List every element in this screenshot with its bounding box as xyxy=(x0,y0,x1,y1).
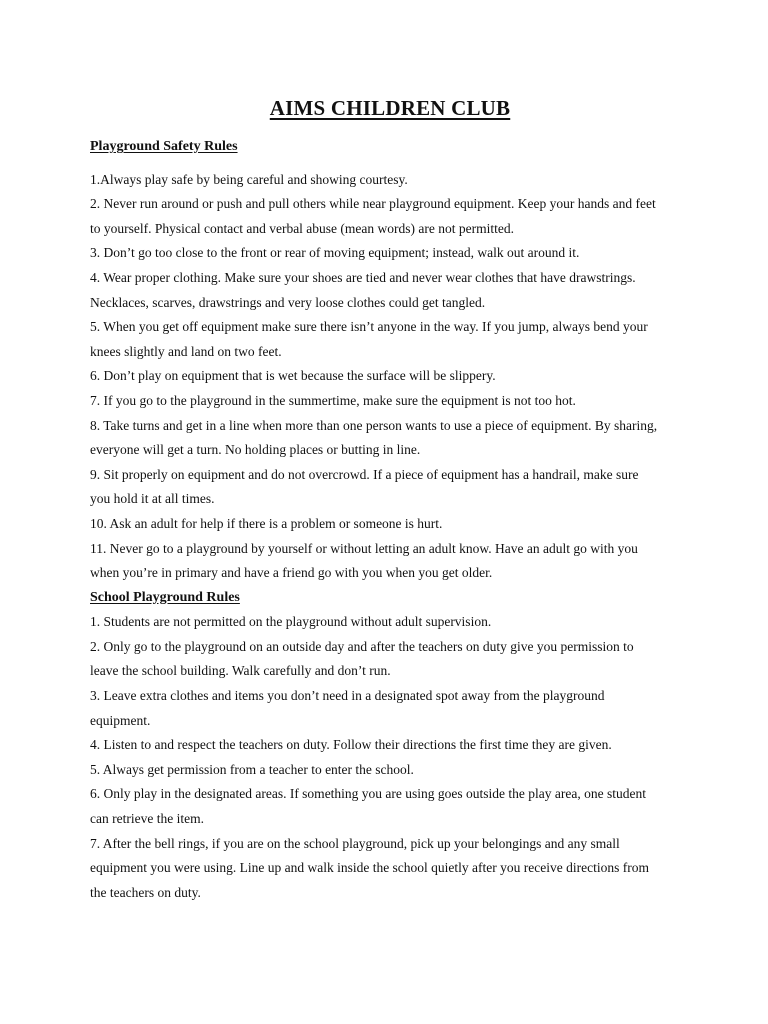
rule-line: everyone will get a turn. No holding places or butting in line. xyxy=(90,442,421,458)
rule-line: 7. After the bell rings, if you are on the school playground, pick up your belongings and any small xyxy=(90,835,620,851)
rule-line: 3. Don’t go too close to the front or rear of moving equipment; instead, walk out around it. xyxy=(90,245,580,261)
rule-line: 2. Only go to the playground on an outside day and after the teachers on duty give you permission to xyxy=(90,638,634,654)
school-playground-section xyxy=(90,586,690,906)
rule-item xyxy=(90,512,690,537)
rule-line: 4. Listen to and respect the teachers on duty. Follow their directions the first time they are given. xyxy=(90,737,612,753)
rule-item xyxy=(90,241,690,266)
rule-item xyxy=(90,684,690,733)
section-heading-school-playground: School Playground Rules xyxy=(90,589,240,605)
rule-line: 5. Always get permission from a teacher to enter the school. xyxy=(90,761,414,777)
rule-line: 1. Students are not permitted on the playground without adult supervision. xyxy=(90,614,492,630)
rule-line: 11. Never go to a playground by yourself or without letting an adult know. Have an adult go with you xyxy=(90,540,638,556)
rule-line: when you’re in primary and have a friend go with you when you get older. xyxy=(90,565,493,581)
rule-item xyxy=(90,782,690,831)
rule-item xyxy=(90,463,690,512)
rule-item xyxy=(90,733,690,758)
playground-safety-rules-list xyxy=(90,168,690,586)
rule-line: 1.Always play safe by being careful and showing courtesy. xyxy=(90,171,408,187)
rule-line: 8. Take turns and get in a line when more than one person wants to use a piece of equipment. By sharing, xyxy=(90,417,658,433)
rule-line: you hold it at all times. xyxy=(90,491,215,507)
rule-item xyxy=(90,364,690,389)
rule-item xyxy=(90,832,690,906)
rule-line: equipment. xyxy=(90,712,151,728)
rule-item xyxy=(90,758,690,783)
rule-line: 6. Don’t play on equipment that is wet because the surface will be slippery. xyxy=(90,368,496,384)
rule-item xyxy=(90,192,690,241)
rule-item xyxy=(90,266,690,315)
rule-item xyxy=(90,315,690,364)
rule-line: equipment you were using. Line up and walk inside the school quietly after you receive directions from xyxy=(90,860,649,876)
rule-line: 4. Wear proper clothing. Make sure your shoes are tied and never wear clothes that have drawstrings. xyxy=(90,269,636,285)
rule-line: 3. Leave extra clothes and items you don’t need in a designated spot away from the playground xyxy=(90,688,605,704)
rule-line: 10. Ask an adult for help if there is a problem or someone is hurt. xyxy=(90,515,443,531)
rule-item xyxy=(90,389,690,414)
rule-line: 5. When you get off equipment make sure there isn’t anyone in the way. If you jump, always bend your xyxy=(90,319,648,335)
rule-line: Necklaces, scarves, drawstrings and very loose clothes could get tangled. xyxy=(90,294,486,310)
rule-line: to yourself. Physical contact and verbal abuse (mean words) are not permitted. xyxy=(90,220,514,236)
rule-item xyxy=(90,168,690,193)
rule-line: 2. Never run around or push and pull others while near playground equipment. Keep your hands and feet xyxy=(90,196,656,212)
playground-safety-section xyxy=(90,135,690,586)
rule-item xyxy=(90,414,690,463)
rule-line: knees slightly and land on two feet. xyxy=(90,343,282,359)
rule-item xyxy=(90,635,690,684)
rule-line: the teachers on duty. xyxy=(90,884,201,900)
document-title: AIMS CHILDREN CLUB xyxy=(269,96,511,120)
rule-line: 6. Only play in the designated areas. If something you are using goes outside the play area, one student xyxy=(90,786,646,802)
section-heading-playground-safety: Playground Safety Rules xyxy=(90,139,238,154)
rule-item xyxy=(90,537,690,586)
rule-line: 7. If you go to the playground in the summertime, make sure the equipment is not too hot. xyxy=(90,392,576,408)
school-playground-rules-list xyxy=(90,610,690,905)
rule-line: 9. Sit properly on equipment and do not overcrowd. If a piece of equipment has a handrail, make sure xyxy=(90,466,639,482)
rule-line: can retrieve the item. xyxy=(90,811,204,827)
rule-item xyxy=(90,610,690,635)
document-content xyxy=(90,94,690,905)
rule-line: leave the school building. Walk carefully and don’t run. xyxy=(90,663,391,679)
